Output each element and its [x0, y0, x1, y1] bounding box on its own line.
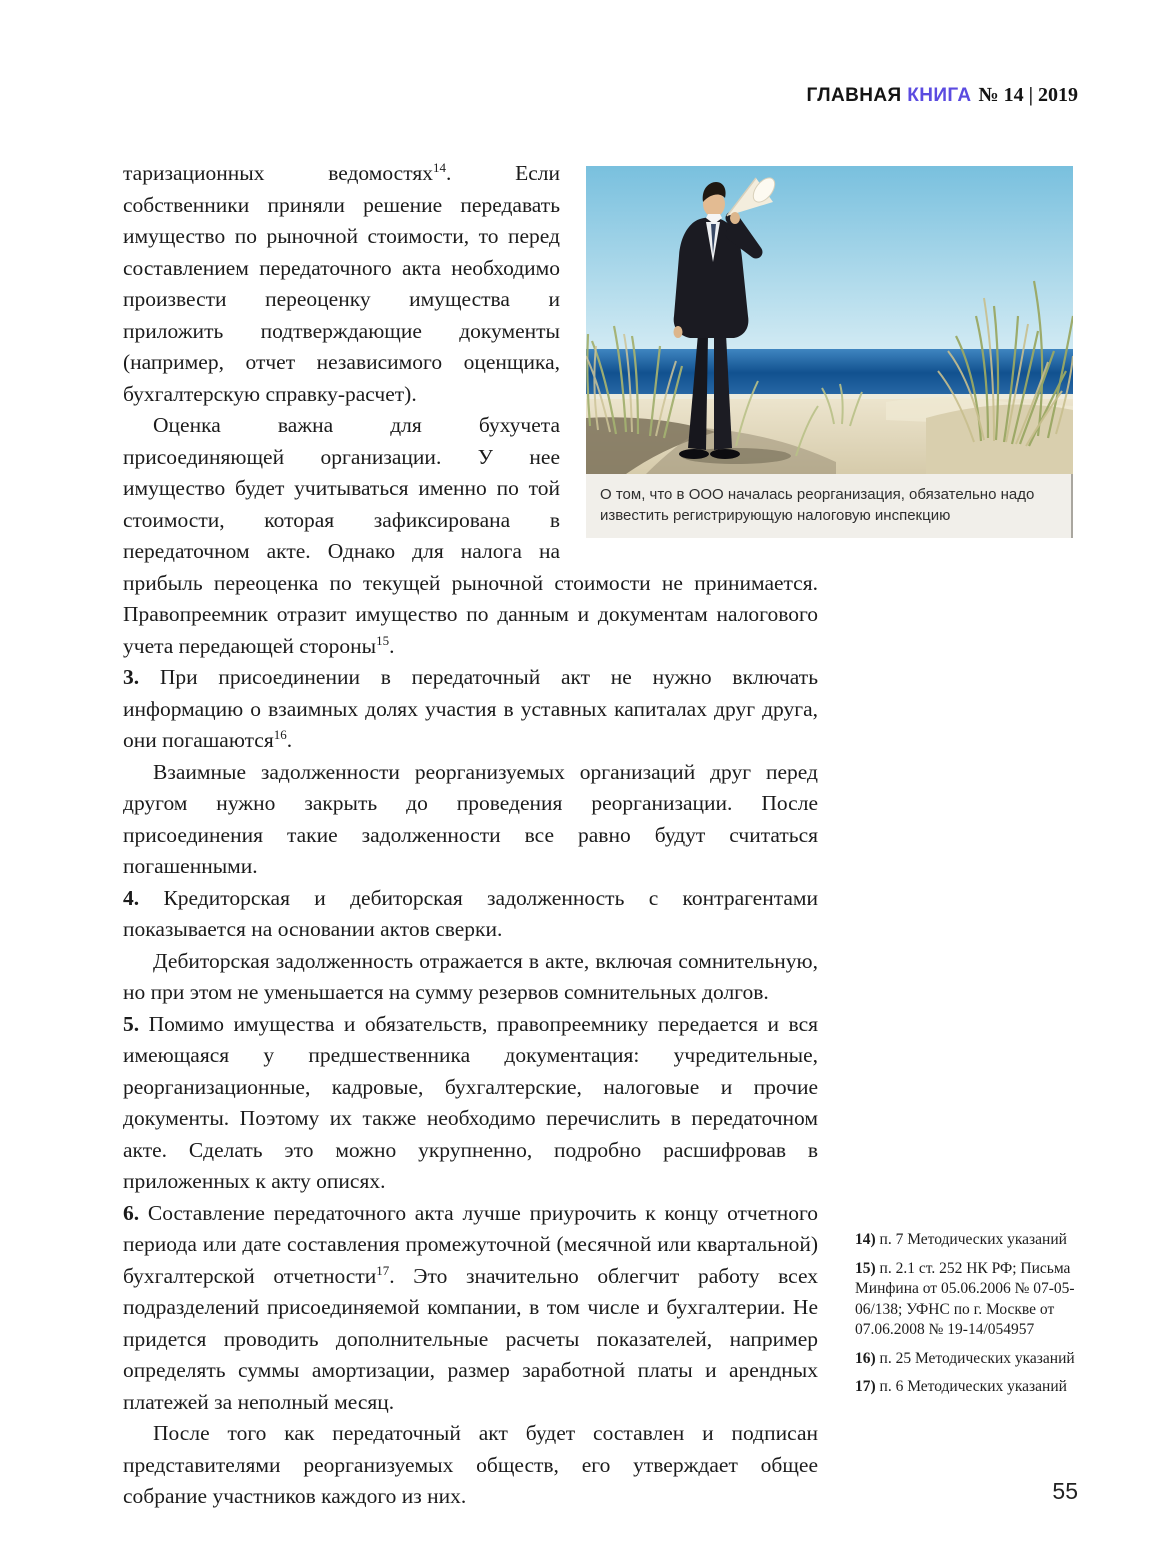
body-paragraph: 4. Кредиторская и дебиторская задолженность с контрагентами показывается на основании актов сверки. [123, 885, 819, 941]
footnote-item: 17) п. 6 Методических указаний [855, 1378, 1067, 1395]
footnote-ref: 17 [376, 1262, 390, 1278]
footnote-item: 16) п. 25 Методических указаний [855, 1349, 1075, 1367]
footnote-number: 17) [855, 1378, 880, 1395]
body-paragraph: После того как передаточный акт будет составлен и подписан представителями реорганизуемых обществ, его утверждает общее собрание участников каждого из них. [123, 1421, 818, 1508]
body-paragraph: 6. Составление передаточного акта лучше приурочить к концу отчетного периода или дате составления промежуточной (месячной или квартальной) бухгалтерской отчетности$^{17}$. Это значительно облегчит работу всех подразделений присоединяемой компании, в том числе и бухгалтерии. Не придется проводить дополнительные расчеты показателей, например определять суммы амортизации, размер заработной платы и арендных платежей за неполный месяц. [123, 1200, 818, 1414]
paragraph-number: 4. [123, 885, 164, 910]
footnote-ref: 15 [376, 632, 390, 648]
footnote-number: 16) [855, 1349, 880, 1367]
figure [586, 166, 1073, 538]
body-paragraph: 3. При присоединении в передаточный акт не нужно включать информацию о взаимных долях участия в уставных капиталах друг друга, они погашаются$^{16}$. [123, 665, 818, 752]
footnote-ref: 16 [273, 726, 287, 742]
body-paragraph: Дебиторская задолженность отражается в акте, включая сомнительную, но при этом не уменьшается на сумму резервов сомнительных долгов. [123, 948, 818, 1004]
page-number: 55 [1052, 1478, 1078, 1504]
footnotes [855, 1230, 1085, 1406]
footnote-ref: 14 [432, 159, 446, 175]
footnote-item: 15) п. 2.1 ст. 252 НК РФ; Письма Минфина от 05.06.2006 № 07-05-06/138; УФНС по г. Москве от 07.06.2008 № 19-14/054957 [855, 1259, 1075, 1338]
brand-name-black: ГЛАВНАЯ [806, 85, 902, 106]
footnote-number: 15) [855, 1259, 880, 1277]
body-paragraph: таризационных ведомостях$^{14}$. Если собственники приняли решение передавать имущество по рыночной стоимости, то перед составлением передаточного акта необходимо произвести переоценку имущества и приложить подтверждающие документы (например, отчет независимого оценщика, бухгалтерскую справку-расчет). [123, 159, 560, 406]
footnote-number: 14) [855, 1231, 880, 1248]
paragraph-number: 3. [123, 665, 160, 689]
paragraph-number: 6. [123, 1200, 148, 1225]
issue-number: № 14 | 2019 [978, 84, 1078, 106]
masthead [807, 84, 1078, 107]
paragraph-number: 5. [123, 1011, 149, 1036]
beach-photo [586, 166, 1073, 474]
footnote-item: 14) п. 7 Методических указаний [855, 1231, 1067, 1248]
body-paragraph: 5. Помимо имущества и обязательств, правопреемнику передается и вся имеющаяся у предшественника документация: учредительные, реорганизационные, кадровые, бухгалтерские, налоговые и прочие документы. Поэтому их также необходимо перечислить в передаточном акте. Сделать это можно укрупненно, подробно расшифровав в приложенных к акту описях. [123, 1011, 819, 1193]
photo-caption: О том, что в ООО началась реорганизация, обязательно надо известить регистрирующую налоговую инспекцию [586, 474, 1073, 538]
brand-name-accent: КНИГА [907, 85, 972, 106]
body-paragraph: Взаимные задолженности реорганизуемых организаций друг перед другом нужно закрыть до проведения реорганизации. После присоединения такие задолженности все равно будут считаться погашенными. [123, 759, 818, 878]
body-paragraph: Оценка важна для бухучета присоединяющей организации. У нее имущество будет учитываться именно по той стоимости, которая зафиксирована в передаточном акте. Однако для налога на прибыль переоценка по текущей рыночной стоимости не принимается. Правопреемник отразит имущество по данным и документам налогового учета передающей стороны$^{15}$. [123, 413, 818, 658]
